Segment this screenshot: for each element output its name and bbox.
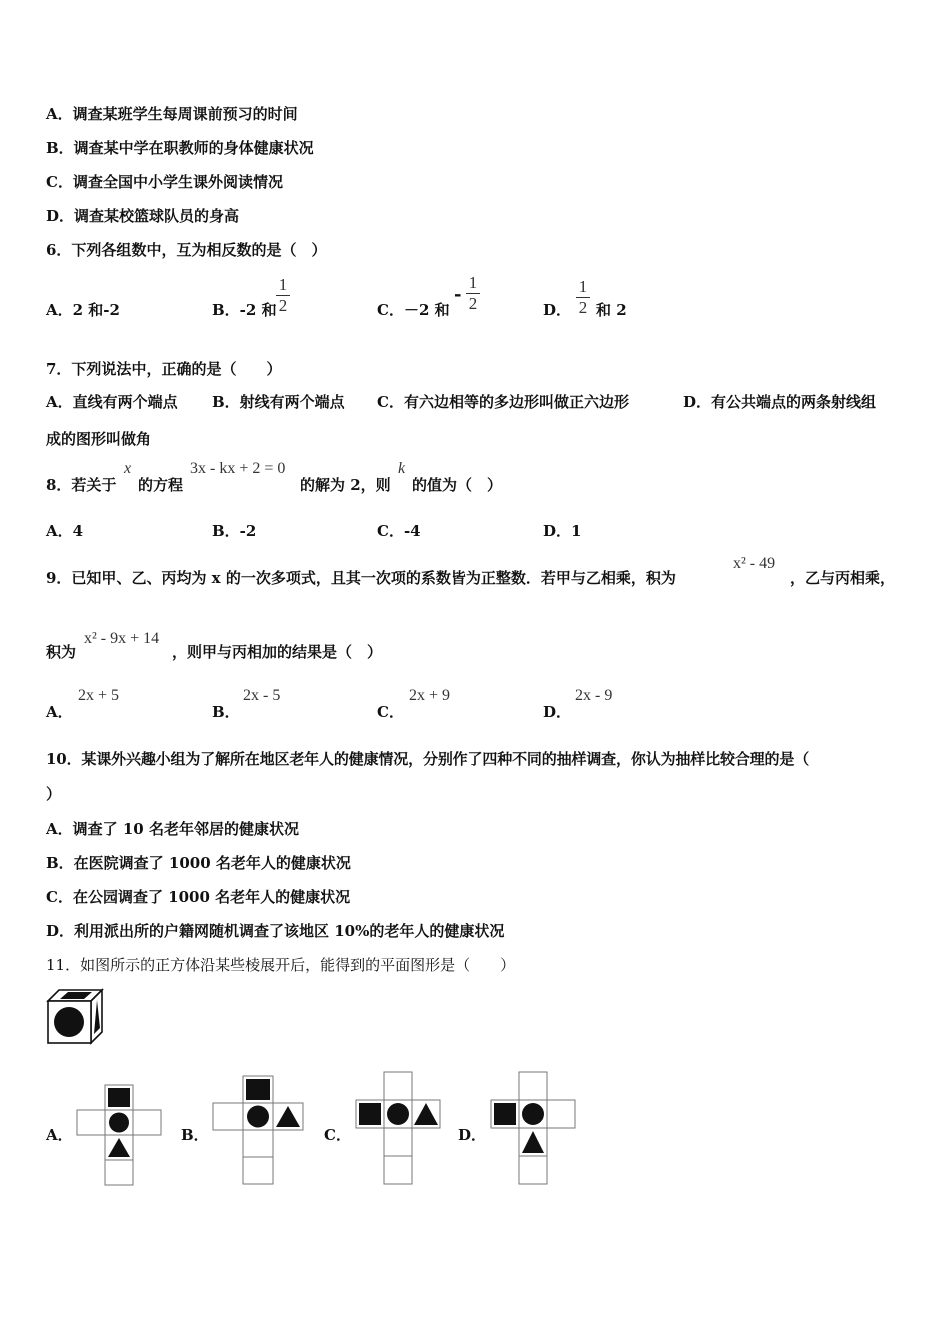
circle-icon <box>247 1106 269 1128</box>
fraction-numerator: 1 <box>468 273 478 292</box>
q11-option-b-label: B． <box>181 1126 209 1144</box>
q9-option-b-label: B． <box>212 703 240 721</box>
q11-option-a-net <box>72 1080 166 1188</box>
fraction-denominator: 2 <box>578 298 588 317</box>
q6-option-b-fraction <box>276 276 290 315</box>
q10-option-b: B．在医院调查了 1000 名老年人的健康状况 <box>46 854 351 872</box>
q7-stem: 7．下列说法中，正确的是（ ） <box>46 360 282 378</box>
q10-option-a: A．调查了 10 名老年邻居的健康状况 <box>46 820 299 838</box>
q11-option-d-label: D． <box>458 1126 487 1144</box>
q11-stem: 11．如图所示的正方体沿某些棱展开后，能得到的平面图形是（ ） <box>46 956 516 974</box>
q9-expr-2: x² - 9x + 14 <box>84 630 160 647</box>
q9-option-a-expr: 2x + 5 <box>78 687 120 704</box>
circle-icon <box>522 1103 544 1125</box>
q9-option-c-label: C． <box>377 703 404 721</box>
q6-option-d: D． <box>543 301 572 319</box>
q9-expr-1: x² - 49 <box>733 555 776 572</box>
q10-stem-continued: ） <box>46 785 62 803</box>
q5-option-d: D．调查某校篮球队员的身高 <box>46 207 240 225</box>
q7-option-d-continued: 成的图形叫做角 <box>46 430 152 448</box>
fraction-denominator: 2 <box>468 294 478 313</box>
q8-option-d: D．1 <box>543 522 582 540</box>
q9-stem-part3: 积为 <box>46 643 77 661</box>
q9-option-a-label: A． <box>46 703 73 721</box>
circle-icon <box>387 1103 409 1125</box>
q11-option-c-net <box>352 1068 444 1188</box>
q8-stem-part3: 的解为 2，则 <box>300 476 391 494</box>
q8-stem-part4: 的值为（ ） <box>412 476 503 494</box>
q8-option-b: B．-2 <box>212 522 257 540</box>
q9-option-d-label: D． <box>543 703 572 721</box>
q8-var-k: k <box>398 460 406 477</box>
q9-option-c-expr: 2x + 9 <box>409 687 451 704</box>
q11-option-a-label: A． <box>46 1126 73 1144</box>
q8-option-a: A．4 <box>46 522 84 540</box>
q6-option-b: B．-2 和 <box>212 301 277 319</box>
q8-stem-part2: 的方程 <box>138 476 184 494</box>
cube-figure <box>46 988 104 1046</box>
square-icon <box>359 1103 381 1125</box>
square-icon <box>108 1088 130 1107</box>
q11-option-c-label: C． <box>324 1126 351 1144</box>
q8-stem-part1: 8．若关于 <box>46 476 117 494</box>
q5-option-a: A．调查某班学生每周课前预习的时间 <box>46 105 298 123</box>
q7-option-d: D．有公共端点的两条射线组 <box>683 393 877 411</box>
fraction-numerator: 1 <box>578 277 588 296</box>
q6-option-c: C．－2 和 <box>377 301 450 319</box>
q8-var-x: x <box>124 460 132 477</box>
square-icon <box>246 1079 270 1100</box>
q10-option-c: C．在公园调查了 1000 名老年人的健康状况 <box>46 888 351 906</box>
fraction-numerator: 1 <box>278 275 288 294</box>
q9-option-b-expr: 2x - 5 <box>243 687 281 704</box>
q6-option-d-fraction <box>576 278 590 317</box>
q7-option-c: C．有六边相等的多边形叫做正六边形 <box>377 393 629 411</box>
q6-option-a: A．2 和-2 <box>46 301 120 319</box>
q9-option-d-expr: 2x - 9 <box>575 687 613 704</box>
q10-stem: 10．某课外兴趣小组为了解所在地区老年人的健康情况，分别作了四种不同的抽样调查，你认为抽样比较合理的是（ <box>46 750 810 768</box>
q10-option-d: D．利用派出所的户籍网随机调查了该地区 10%的老年人的健康状况 <box>46 922 505 940</box>
q8-option-c: C．-4 <box>377 522 421 540</box>
q6-stem: 6．下列各组数中，互为相反数的是（ ） <box>46 241 327 259</box>
q8-equation: 3x - kx + 2 = 0 <box>190 460 286 477</box>
q7-option-a: A．直线有两个端点 <box>46 393 178 411</box>
q9-stem-part2: ，乙与丙相乘， <box>790 569 896 587</box>
q9-stem-part1: 9．已知甲、乙、丙均为 x 的一次多项式，且其一次项的系数皆为正整数．若甲与乙相乘，积为 <box>46 569 676 587</box>
q5-option-c: C．调查全国中小学生课外阅读情况 <box>46 173 283 191</box>
q11-option-d-net <box>487 1068 579 1188</box>
q7-option-b: B．射线有两个端点 <box>212 393 345 411</box>
q6-option-d-tail: 和 2 <box>596 301 627 319</box>
square-icon <box>494 1103 516 1125</box>
q6-option-c-minus: - <box>454 284 462 305</box>
q9-stem-part4: ，则甲与丙相加的结果是（ ） <box>172 643 383 661</box>
q11-option-b-net <box>208 1072 308 1188</box>
q5-option-b: B．调查某中学在职教师的身体健康状况 <box>46 139 314 157</box>
circle-icon <box>54 1007 84 1037</box>
fraction-denominator: 2 <box>278 296 288 315</box>
circle-icon <box>109 1113 129 1133</box>
q6-option-c-fraction <box>466 274 480 313</box>
